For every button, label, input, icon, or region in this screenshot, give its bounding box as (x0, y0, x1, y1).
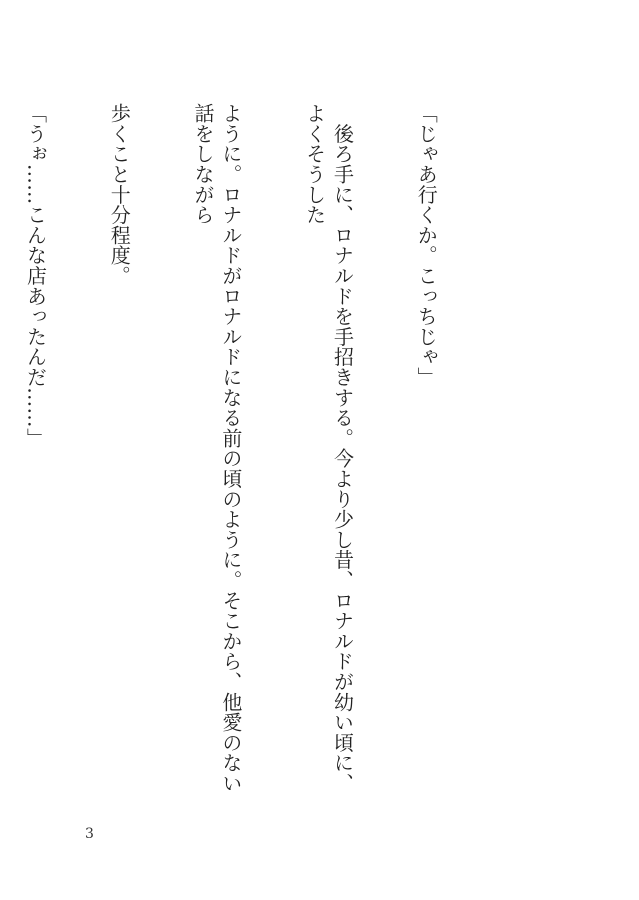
text-line: ように。ロナルドがロナルドになる前の頃のように。そこから、他愛のない話をしながら (190, 103, 243, 794)
page-number: 3 (85, 826, 94, 842)
vertical-text-body (23, 103, 495, 803)
text-line: 歩くこと十分程度。 (107, 103, 132, 286)
text-line: 「うぉ……こんな店あったんだ……」 (23, 103, 48, 449)
text-line: 後ろ手に、ロナルドを手招きする。今より少し昔、ロナルドが幼い頃に、よくそうした (302, 103, 355, 794)
text-line: 「じゃあ行くか。こっちじゃ」 (414, 103, 439, 388)
